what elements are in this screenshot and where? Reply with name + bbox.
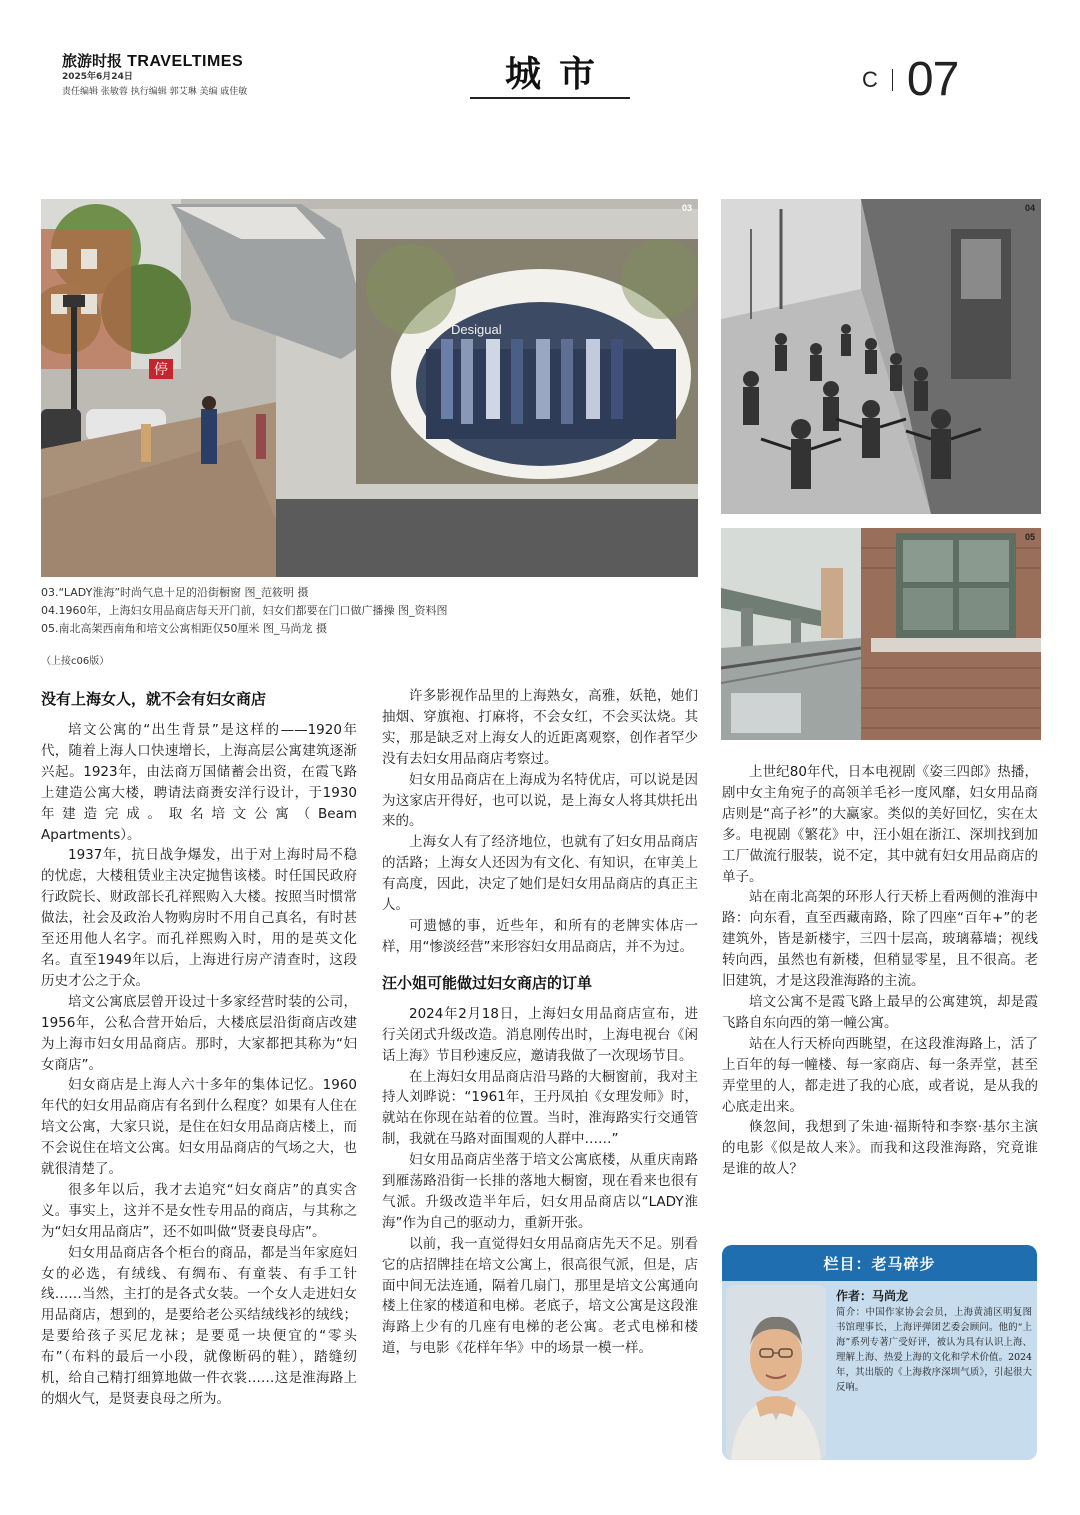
article-paragraph: 站在南北高架的环形人行天桥上看两侧的淮海中路：向东看，直至西藏南路，除了四座“百年+”的老建筑外，皆是新楼宇，三四十层高，玻璃幕墙；视线转向西，虽然也有新楼，但稍显零星，且不很高。老旧建筑，才是这段淮海路的主流。 [722,889,1038,990]
brand-chinese: 旅游时报 [62,52,123,70]
photo-number-04: 04 [1024,203,1035,213]
article-paragraph: 上海女人有了经济地位，也就有了妇女用品商店的活路；上海女人还因为有文化、有知识，在审美上有高度，因此，决定了她们是妇女用品商店的真正主人。 [382,834,698,914]
masthead-brand [62,50,243,71]
heading-no-shanghai-women: 没有上海女人，就不会有妇女商店 [41,690,267,708]
article-paragraph: 倏忽间，我想到了朱迪·福斯特和李察·基尔主演的电影《似是故人来》。而我和这段淮海路，究竟谁是谁的故人？ [722,1119,1038,1178]
heading-miss-wang: 汪小姐可能做过妇女商店的订单 [382,973,593,992]
article-paragraph: 培文公寓底层曾开设过十多家经营时装的公司，1956年，公私合营开始后，大楼底层沿街商店改建为上海市妇女用品商店。那时，大家都把其称为“妇女商店”。 [41,993,357,1073]
article-paragraph: 培文公寓的“出生背景”是这样的——1920年代，随着上海人口快速增长，上海高层公寓建筑逐渐兴起。1923年，由法商万国储蓄会出资，在霞飞路上建造公寓大楼，聘请法商赉安洋行设计，于1930年建造完成。取名培文公寓（Beam Apartments）。 [41,722,357,843]
issue-date: 2025年6月24日 [62,72,133,82]
article-paragraph: 妇女用品商店各个柜台的商品，都是当年家庭妇女的必选，有绒线、有绸布、有童装、有手工针线……当然，主打的是各式女装。一个女人走进妇女用品商店，想到的，是要给老公买结绒线衫的绒线；是要给孩子买尼龙袜；是要觅一块便宜的“零头布”（布料的最后一小段，就像断码的鞋），踏缝纫机，给自己精打细算地做一件衣裳……这是淮海路上的烟火气，是贤妻良母之所为。 [41,1244,357,1407]
page-number: 07 [906,53,959,106]
page-label: C [862,66,878,92]
page-marker [862,52,958,107]
article-paragraph: 2024年2月18日，上海妇女用品商店宣布，进行关闭式升级改造。消息刚传出时，上海电视台《闲话上海》节目秒速反应，邀请我做了一次现场节目。 [382,1005,698,1064]
page-separator [892,69,893,91]
photo-04-morning-exercise [721,199,1041,514]
stop-sign-label: 停 [154,362,168,378]
article-paragraph: 妇女商店是上海人六十多年的集体记忆。1960年代的妇女用品商店有名到什么程度？如果有人住在培文公寓，大家只说，是住在妇女用品商店楼上，而不会说住在培文公寓。妇女用品商店的气场之大，也就很清楚了。 [41,1077,357,1178]
article-paragraph: 可遗憾的事，近些年，和所有的老牌实体店一样，用“惨淡经营”来形容妇女用品商店，并不为过。 [382,917,698,955]
article-paragraph: 培文公寓不是霞飞路上最早的公寓建筑，却是霞飞路自东向西的第一幢公寓。 [722,993,1038,1031]
article-column-3 [722,762,1038,1180]
section-rule [470,97,630,99]
section-title: 城市 [504,54,613,95]
column-title: 栏目：老马碎步 [722,1245,1037,1281]
photo-05-elevated-road [721,528,1041,740]
brand-english: TRAVELTIMES [127,53,244,70]
photo-captions [41,584,701,638]
article-paragraph: 在上海妇女用品商店沿马路的大橱窗前，我对主持人刘晔说：“1961年，王丹凤拍《女理发师》时，就站在你现在站着的位置。当时，淮海路实行交通管制，我就在马路对面围观的人群中……” [382,1068,698,1148]
article-paragraph: 妇女用品商店在上海成为名特优店，可以说是因为这家店开得好，也可以说，是上海女人将其烘托出来的。 [382,771,698,830]
caption-04: 04.1960年，上海妇女用品商店每天开门前，妇女们都要在门口做广播操 图_资料图 [41,604,448,617]
article-paragraph: 上世纪80年代，日本电视剧《姿三四郎》热播，剧中女主角宛子的高领羊毛衫一度风靡，妇女用品商店则是“高子衫”的大赢家。类似的美好回忆，实在太多。电视剧《繁花》中，汪小姐在浙江、深圳找到加工厂做流行服装，说不定，其中就有妇女用品商店的单子。 [722,764,1038,885]
article-paragraph: 以前，我一直觉得妇女用品商店先天不足。别看它的店招牌挂在培文公寓上，很高很气派，但是，店面中间无法连通，隔着几扇门，那里是培文公寓通向楼上住家的楼道和电梯。老底子，培文公寓是这段淮海路上少有的几座有电梯的老公寓。老式电梯和楼道，与电影《花样年华》中的场景一模一样。 [382,1235,698,1357]
caption-03: 03.“LADY淮海”时尚气息十足的沿街橱窗 图_范筱明 摄 [41,586,309,599]
photo-number-03: 03 [681,203,692,213]
editor-credits: 责任编辑 张敏蓉 执行编辑 郭艾琳 美编 戚佳敏 [62,87,248,97]
continued-note: （上接c06版） [41,656,110,667]
article-column-2 [382,686,698,1359]
author-column-box [722,1245,1037,1460]
author-name: 作者：马尚龙 [836,1289,909,1303]
article-paragraph: 站在人行天桥向西眺望，在这段淮海路上，活了上百年的每一幢楼、每一家商店、每一条弄堂，甚至弄堂里的人，都走进了我的心底，或者说，是从我的心底走出来。 [722,1035,1038,1115]
article-paragraph: 很多年以后，我才去追究“妇女商店”的真实含义。事实上，这并不是女性专用品的商店，与其称之为“妇女用品商店”，还不如叫做“贤妻良母店”。 [41,1181,357,1240]
article-paragraph: 1937年，抗日战争爆发，出于对上海时局不稳的忧虑，大楼租赁业主决定抛售该楼。时任国民政府行政院长、财政部长孔祥熙购入大楼。按照当时惯常做法，社会及政治人物购房时不用自己真名，有时甚至还用他人名字。而孔祥熙购入时，用的是英文化名。直至1949年以后，上海进行房产清查时，这段历史才公之于众。 [41,847,357,989]
author-bio: 简介：中国作家协会会员，上海黄浦区明复图书馆理事长，上海评弹团艺委会顾问。他的“上海”系列专著广受好评，被认为具有认识上海、理解上海、热爱上海的文化和学术价值。2024年，其出版的《上海救序深圳气质》，引起很大反响。 [836,1307,1032,1393]
author-bio-block [836,1287,1032,1395]
article-paragraph: 许多影视作品里的上海熟女，高雅，妖艳，她们抽烟、穿旗袍、打麻将，不会女红，不会买汰烧。其实，那是缺乏对上海女人的近距离观察，创作者罕少没有去妇女用品商店考察过。 [382,688,698,767]
store-sign-label: Desigual [451,322,502,337]
article-paragraph: 妇女用品商店坐落于培文公寓底楼，从重庆南路到雁荡路沿街一长排的落地大橱窗，现在看来也很有气派。升级改造半年后，妇女用品商店以“LADY淮海”作为自己的驱动力，重新开张。 [382,1152,698,1231]
photo-number-05: 05 [1024,532,1035,542]
article-column-1 [41,688,357,1410]
caption-05: 05.南北高架西南角和培文公寓相距仅50厘米 图_马尚龙 摄 [41,622,327,635]
photo-03-storefront [41,199,698,577]
author-portrait [726,1285,826,1460]
